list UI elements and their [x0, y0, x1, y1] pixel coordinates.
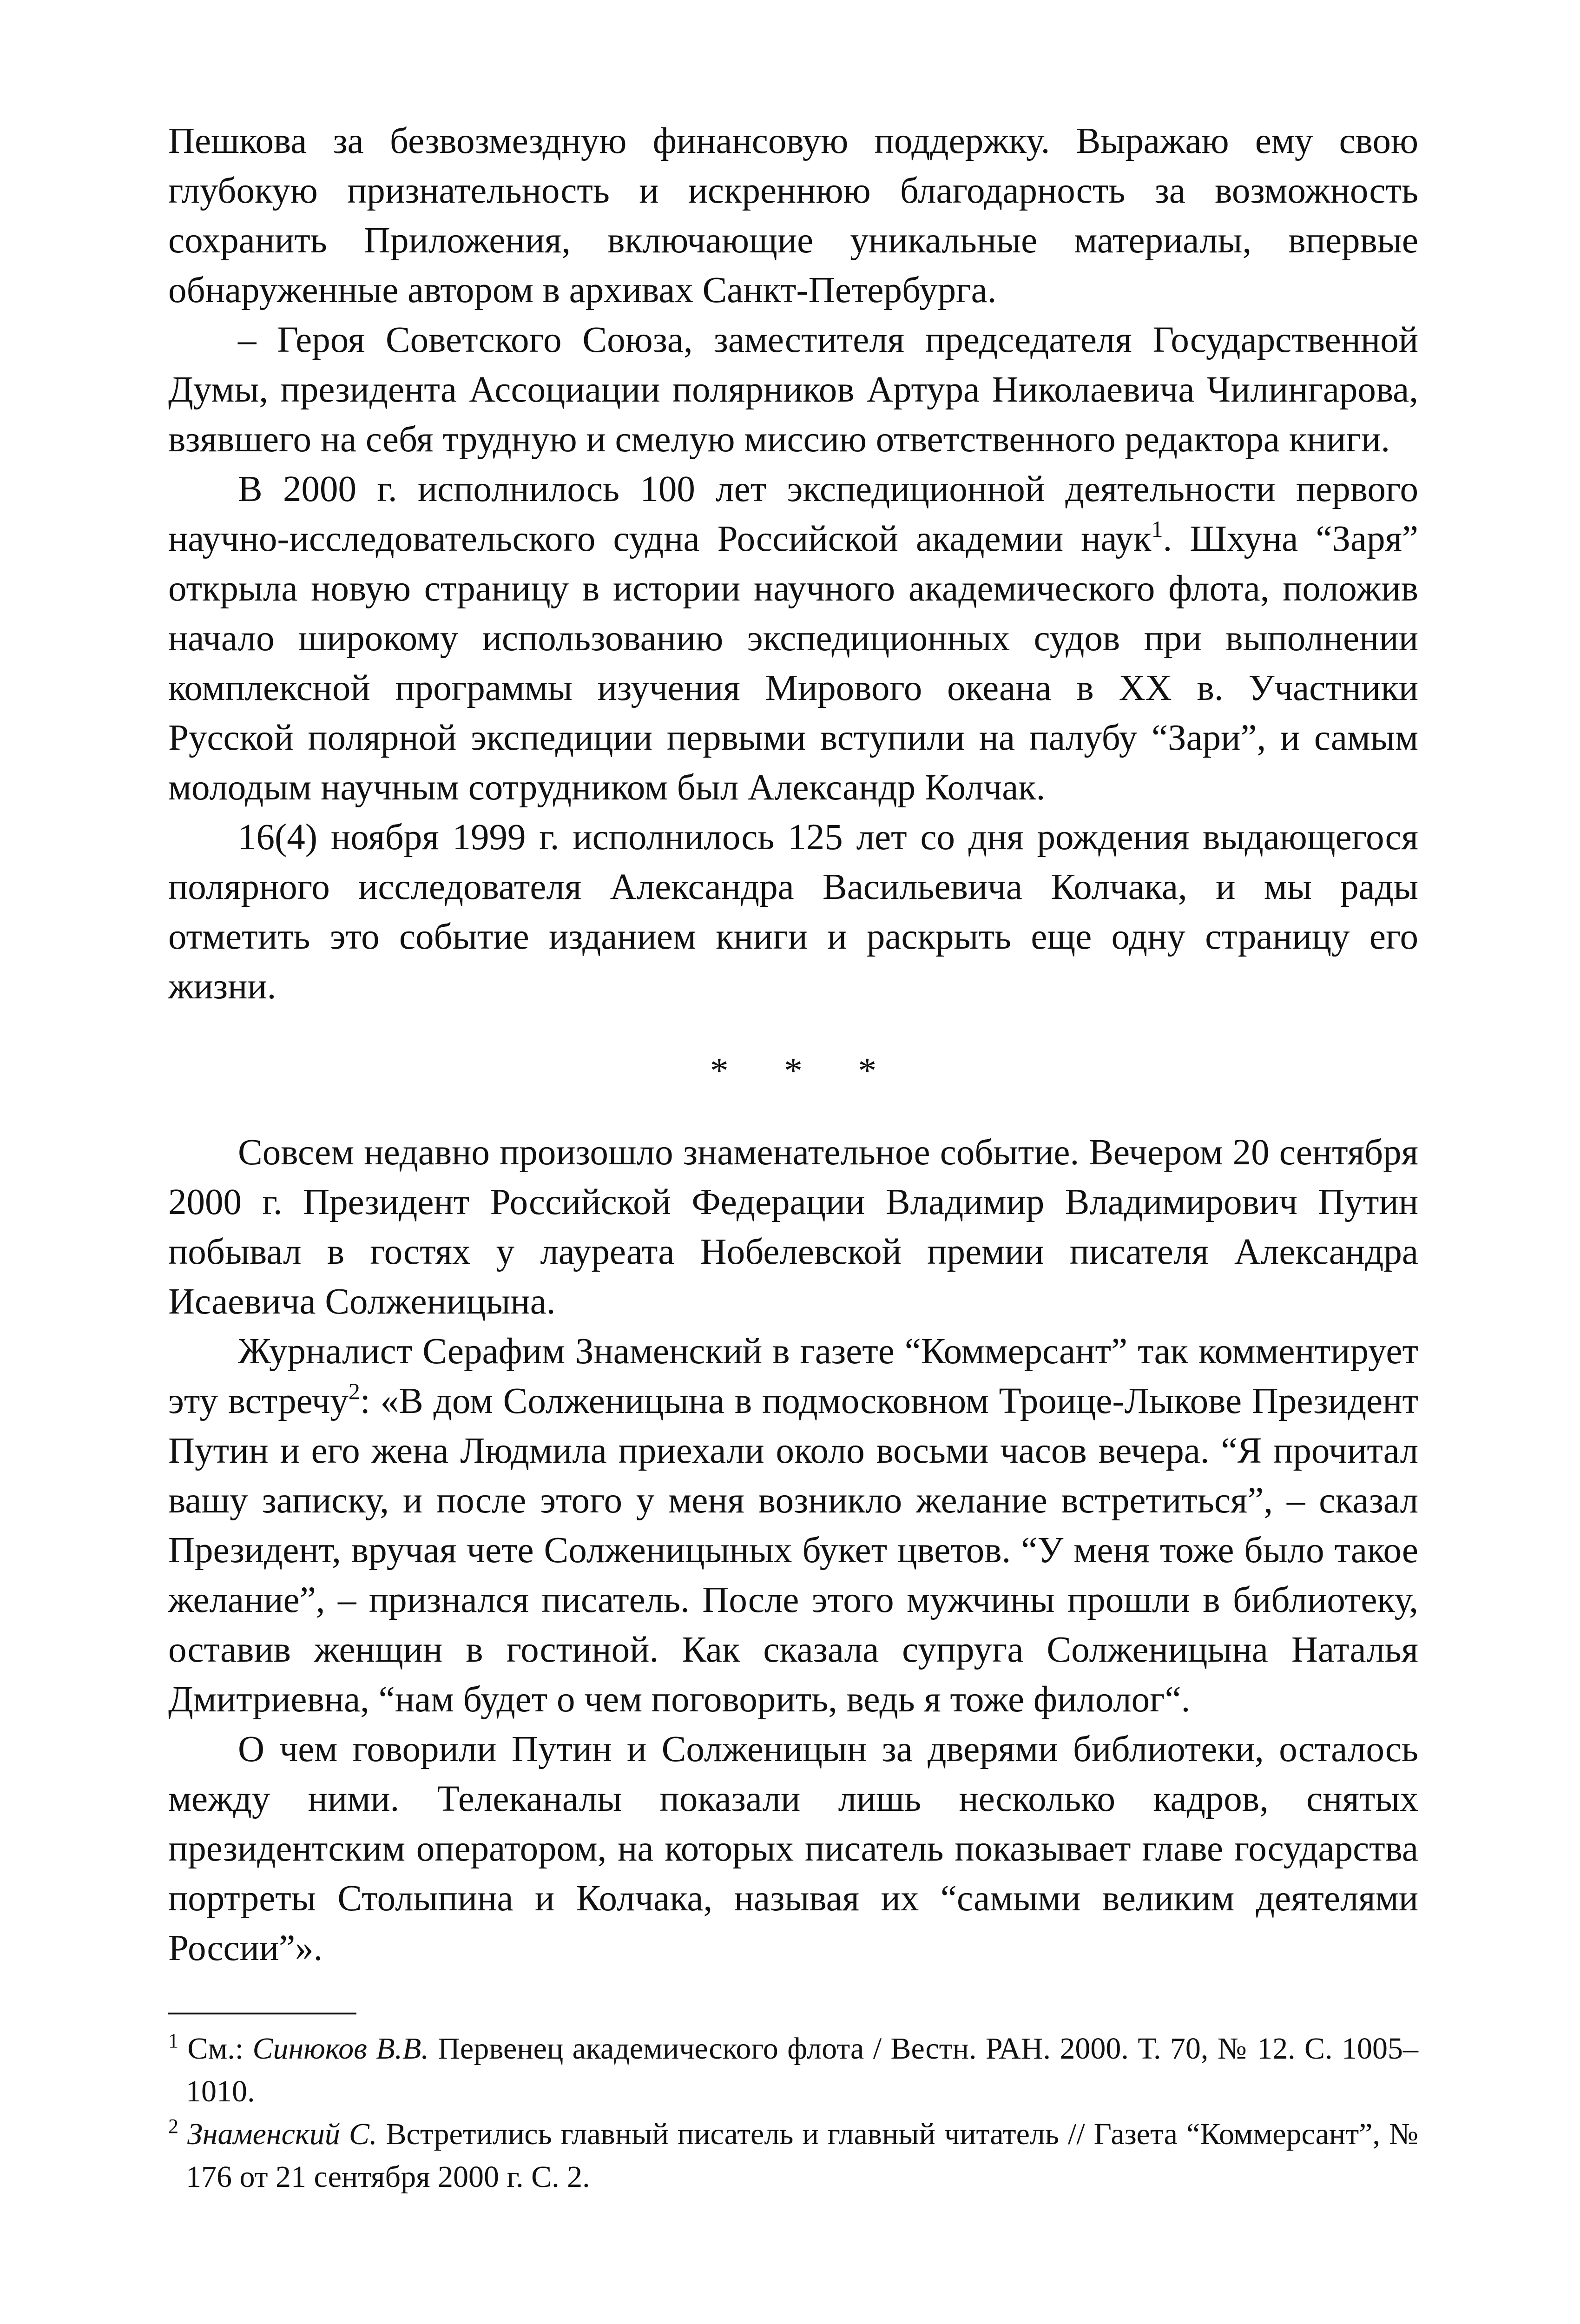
- footnote-author: Синюков В.В.: [252, 2032, 429, 2066]
- footnote-text: Первенец академического флота / Вестн. РАН. 2000. Т. 70, № 12. С. 1005–1010.: [186, 2032, 1418, 2108]
- paragraph-continuation: Пешкова за безвозмездную финансовую поддержку. Выражаю ему свою глубокую признательность и искреннюю благодарность за возможность сохранить Приложения, включающие уникальные материалы, впервые обнаруженные автором в архивах Санкт-Петербурга.: [168, 121, 1418, 310]
- footnote-ref-2: 2: [348, 1378, 360, 1404]
- footnote-1: [168, 2027, 1418, 2113]
- footnote-number: 2: [168, 2115, 178, 2138]
- footnote-author: Знаменский С.: [187, 2117, 377, 2151]
- footnote-number: 1: [168, 2029, 178, 2052]
- footnote-text: Встретились главный писатель и главный читатель // Газета “Коммерсант”, № 176 от 21 сентября 2000 г. С. 2.: [186, 2117, 1419, 2194]
- paragraph-journalist-text-a: Журналист Серафим Знаменский в газете “Коммерсант” так комментирует эту встречу: [168, 1331, 1418, 1421]
- separator-star: *: [784, 1051, 803, 1091]
- footnote-prefix: См.:: [178, 2032, 253, 2066]
- footnote-ref-1: 1: [1151, 516, 1163, 542]
- paragraph-journalist-text-b: : «В дом Солженицына в подмосковном Троице-Лыкове Президент Путин и его жена Людмила приехали около восьми часов вечера. “Я прочитал вашу записку, и после этого у меня возникло желание встретиться”, – сказал Президент, вручая чете Солженицыных букет цветов. “У меня тоже было такое желание”, – признался писатель. После этого мужчины прошли в библиотеку, оставив женщин в гостиной. Как сказала супруга Солженицына Наталья Дмитриевна, “нам будет о чем поговорить, ведь я тоже филолог“.: [168, 1381, 1419, 1720]
- paragraph-library: О чем говорили Путин и Солженицын за дверями библиотеки, осталось между ними. Телеканалы показали лишь несколько кадров, снятых президентским оператором, на которых писатель показывает главе государства портреты Столыпина и Колчака, называя их “самыми великим деятелями России”».: [168, 1729, 1418, 1968]
- footnote-2: [168, 2113, 1418, 2199]
- paragraph-zarya: [168, 464, 1418, 812]
- separator-star: *: [858, 1051, 876, 1091]
- separator-star: *: [710, 1051, 729, 1091]
- document-page: [168, 116, 1418, 2199]
- paragraph-zarya-text-a: В 2000 г. исполнилось 100 лет экспедиционной деятельности первого научно-исследовательского судна Российской академии наук: [168, 469, 1418, 559]
- footnote-rule: [168, 2013, 356, 2014]
- paragraph-event: Совсем недавно произошло знаменательное событие. Вечером 20 сентября 2000 г. Президент Российской Федерации Владимир Владимирович Путин побывал в гостях у лауреата Нобелевской премии писателя Александра Исаевича Солженицына.: [168, 1132, 1418, 1322]
- paragraph-anniversary: 16(4) ноября 1999 г. исполнилось 125 лет со дня рождения выдающегося полярного исследователя Александра Васильевича Колчака, и мы рады отметить это событие изданием книги и раскрыть еще одну страницу его жизни.: [168, 817, 1418, 1007]
- footnote-prefix: [178, 2117, 187, 2151]
- paragraph-zarya-text-b: . Шхуна “Заря” открыла новую страницу в истории научного академического флота, положив начало широкому использованию экспедиционных судов при выполнении комплексной программы изучения Мирового океана в XX в. Участники Русской полярной экспедиции первыми вступили на палубу “Зари”, и самым молодым научным сотрудником был Александр Колчак.: [168, 519, 1418, 808]
- section-separator: [168, 1046, 1418, 1096]
- paragraph-chilingarov: – Героя Советского Союза, заместителя председателя Государственной Думы, президента Ассоциации полярников Артура Николаевича Чилингарова, взявшего на себя трудную и смелую миссию ответственного редактора книги.: [168, 320, 1418, 460]
- paragraph-journalist: [168, 1327, 1418, 1724]
